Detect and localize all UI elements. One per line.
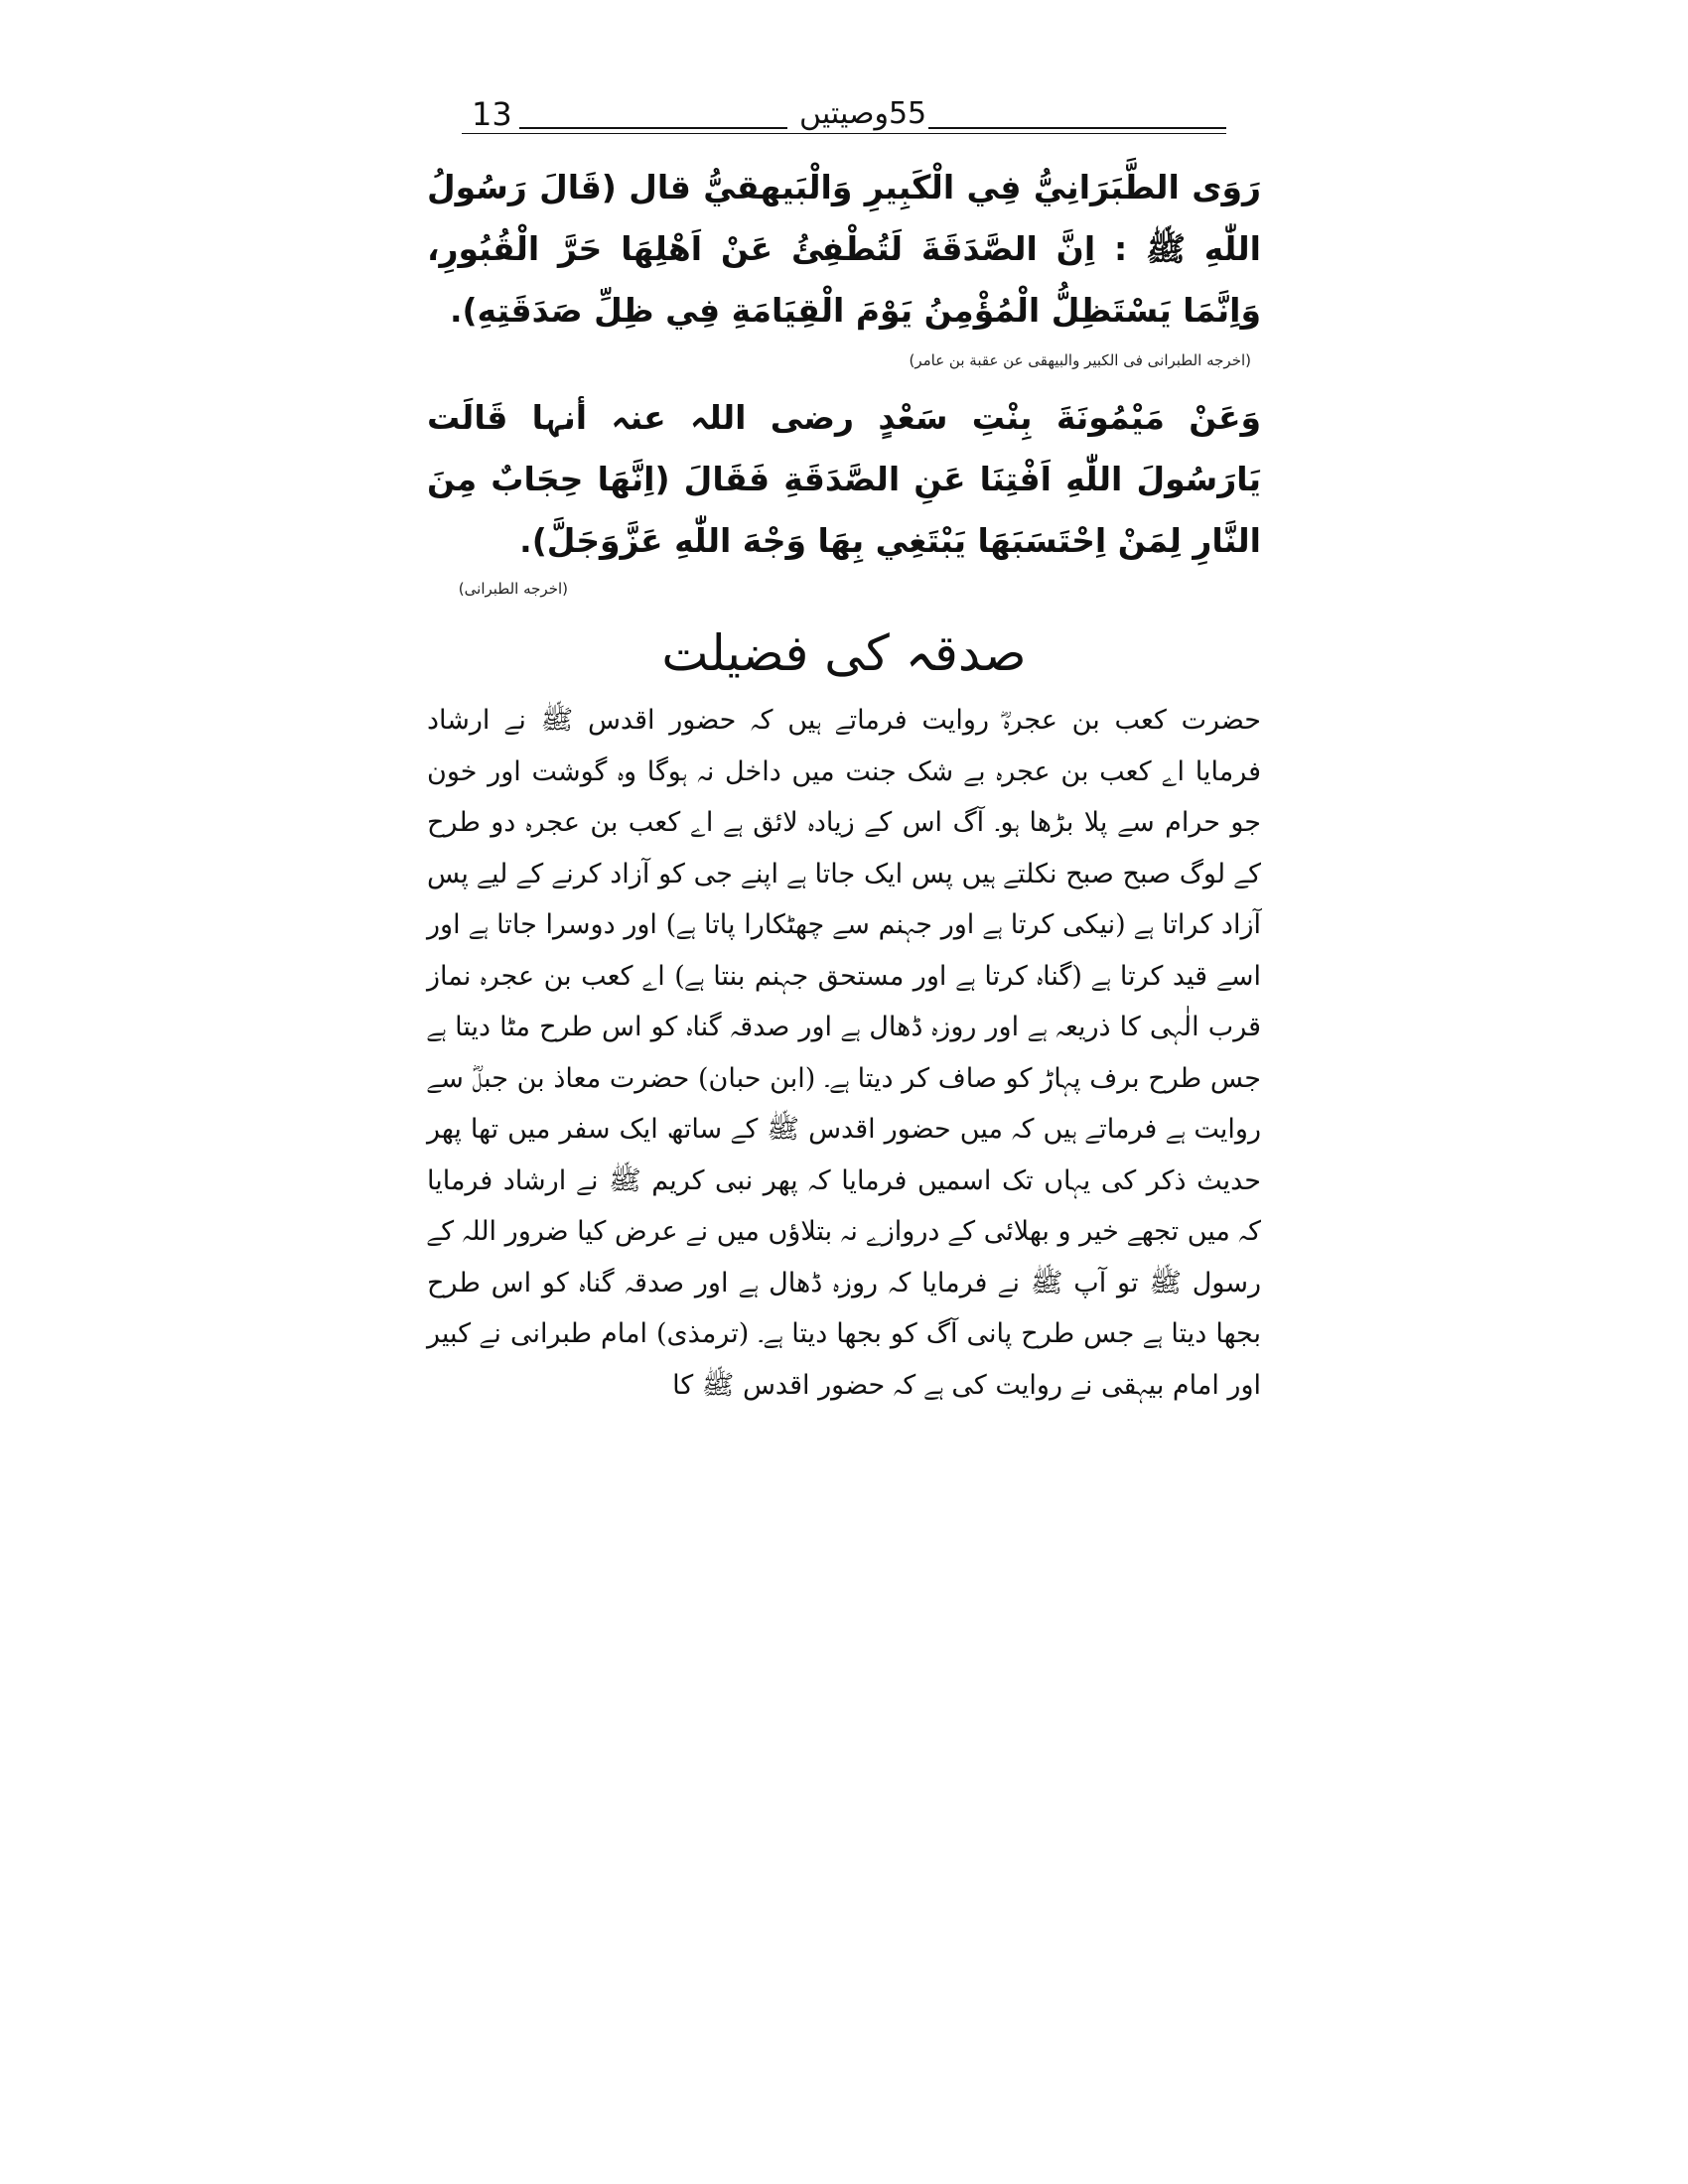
hadith-1-reference: (اخرجه الطبرانی فی الکبیر والبیهقی عن عقبة بن عامر) <box>909 351 1251 369</box>
header-rule-left <box>519 127 787 129</box>
section-heading: صدقہ کی فضیلت <box>661 624 1027 682</box>
page-header <box>462 97 1226 137</box>
arabic-hadith-2: وَعَنْ مَيْمُونَةَ بِنْتِ سَعْدٍ رضی اللہ عنہ أنہا قَالَت يَارَسُولَ اللّٰهِ اَفْتِنَا عَنِ الصَّدَقَةِ فَقَالَ (اِنَّهَا حِجَابٌ مِنَ النَّارِ لِمَنْ اِحْتَسَبَهَا يَبْتَغِي بِهَا وَجْهَ اللّٰهِ عَزَّوَجَلَّ). <box>427 398 1261 560</box>
header-underline <box>462 133 1226 134</box>
header-rule-right <box>928 127 1226 129</box>
urdu-body-text: حضرت کعب بن عجرہؓ روایت فرماتے ہیں کہ حضور اقدس ﷺ نے ارشاد فرمایا اے کعب بن عجرہ بے شک جنت میں داخل نہ ہوگا وہ گوشت اور خون جو حرام سے پلا بڑھا ہو۔ آگ اس کے زیادہ لائق ہے اے کعب بن عجرہ دو طرح کے لوگ صبح صبح نکلتے ہیں پس ایک جاتا ہے اپنے جی کو آزاد کرنے کے لیے پس آزاد کراتا ہے (نیکی کرتا ہے اور جہنم سے چھٹکارا پاتا ہے) اور دوسرا جاتا ہے اور اسے قید کرتا ہے (گناہ کرتا ہے اور مستحق جہنم بنتا ہے) اے کعب بن عجرہ نماز قرب الٰہی کا ذریعہ ہے اور روزہ ڈھال ہے اور صدقہ گناہ کو اس طرح مٹا دیتا ہے جس طرح برف پہاڑ کو صاف کر دیتا ہے۔ (ابن حبان) حضرت معاذ بن جبلؓ سے روایت ہے فرماتے ہیں کہ میں حضور اقدس ﷺ کے ساتھ ایک سفر میں تھا پھر حدیث ذکر کی یہاں تک اسمیں فرمایا کہ پھر نبی کریم ﷺ نے ارشاد فرمایا کہ میں تجھے خیر و بھلائی کے دروازے نہ بتلاؤں میں نے عرض کیا ضرور اللہ کے رسول ﷺ تو آپ ﷺ نے فرمایا کہ روزہ ڈھال ہے اور صدقہ گناہ کو اس طرح بجھا دیتا ہے جس طرح پانی آگ کو بجھا دیتا ہے۔ (ترمذی) امام طبرانی نے کبیر اور امام بیہقی نے روایت کی ہے کہ حضور اقدس ﷺ کا <box>427 705 1261 1401</box>
page-number: 13 <box>472 95 512 133</box>
hadith-2-reference: (اخرجه الطبرانی) <box>458 580 568 598</box>
arabic-hadith-1: رَوَى الطَّبَرَانِيُّ فِي الْكَبِيرِ وَالْبَيهقيُّ قال (قَالَ رَسُولُ اللّٰهِ ﷺ : اِنَّ الصَّدَقَةَ لَتُطْفِئُ عَنْ اَهْلِهَا حَرَّ الْقُبُورِ، وَاِنَّمَا يَسْتَظِلُّ الْمُؤْمِنُ يَوْمَ الْقِيَامَةِ فِي ظِلِّ صَدَقَتِهِ). <box>427 168 1261 330</box>
book-title: 55وصیتیں <box>799 96 927 131</box>
